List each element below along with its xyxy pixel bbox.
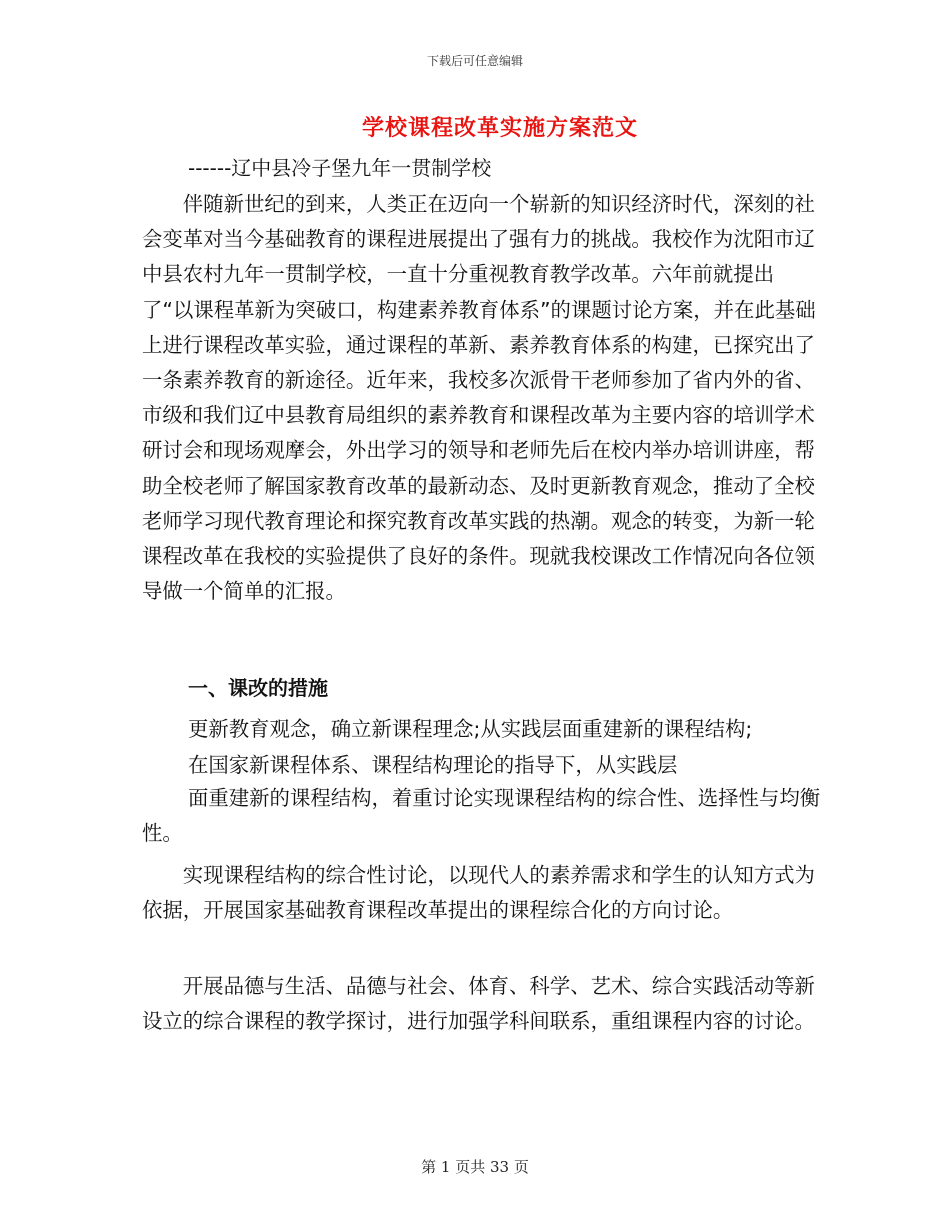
paragraph-2: 面重建新的课程结构，着重讨论实现课程结构的综合性、选择性与均衡性。 [142,786,821,846]
paragraph-3: 实现课程结构的综合性讨论，以现代人的素养需求和学生的认知方式为依据，开展国家基础教育课程改革提出的课程综合化的方向讨论。 [142,863,815,923]
intro-paragraph: 伴随新世纪的到来，人类正在迈向一个崭新的知识经济时代，深刻的社会变革对当今基础教育的课程进展提出了强有力的挑战。我校作为沈阳市辽中县农村九年一贯制学校，一直十分重视教育教学改革。六年前就提出了“以课程革新为突破口，构建素养教育体系”的课题讨论方案，并在此基础上进行课程改革实验，通过课程的革新、素养教育体系的构建，已探究出了一条素养教育的新途径。近年来，我校多次派骨干老师参加了省内外的省、市级和我们辽中县教育局组织的素养教育和课程改革为主要内容的培训学术研讨会和现场观摩会，外出学习的领导和老师先后在校内举办培训讲座，帮助全校老师了解国家教育改革的最新动态、及时更新教育观念，推动了全校老师学习现代教育理论和探究教育改革实践的热潮。观念的转变，为新一轮课程改革在我校的实验提供了良好的条件。现就我校课改工作情况向各位领导做一个简单的汇报。 [142,192,816,604]
page-header-note: 下载后可任意编辑 [426,54,523,68]
section-heading: 一、课改的措施 [188,676,328,700]
intro-section [142,187,822,609]
document-title: 学校课程改革实施方案范文 [361,116,638,141]
paragraph-2-block [142,781,822,851]
paragraph-4: 开展品德与生活、品德与社会、体育、科学、艺术、综合实践活动等新设立的综合课程的教学探讨，进行加强学科间联系，重组课程内容的讨论。 [142,974,815,1034]
paragraph-3-block [142,858,822,928]
page-number-footer: 第 1 页共 33 页 [421,1158,529,1176]
document-subtitle: ------辽中县冷子堡九年一贯制学校 [188,156,492,180]
measure-line-2: 在国家新课程体系、课程结构理论的指导下，从实践层 [188,753,678,777]
measure-line-1: 更新教育观念，确立新课程理念;从实践层面重建新的课程结构; [188,717,753,741]
paragraph-4-block [142,969,822,1039]
